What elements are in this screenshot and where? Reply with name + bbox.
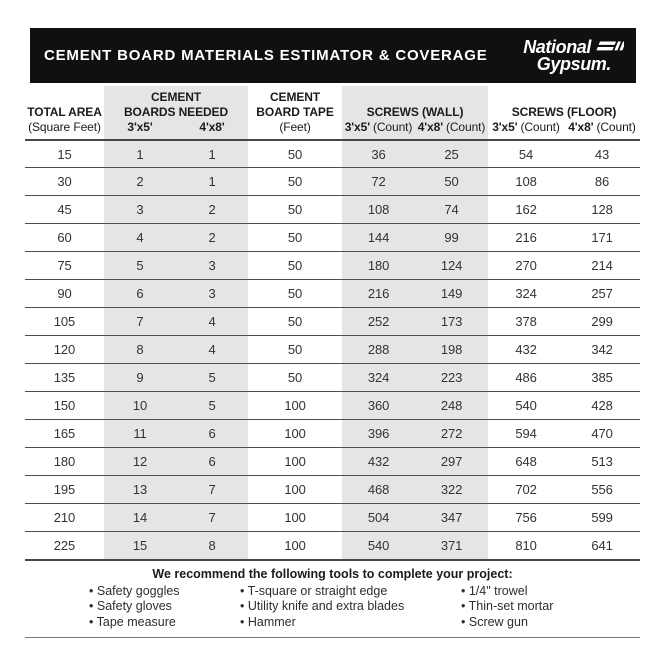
table-cell: 50 xyxy=(248,168,342,196)
table-cell: 3 xyxy=(176,280,248,308)
estimator-table-wrap xyxy=(25,86,640,561)
table-cell: 9 xyxy=(104,364,176,392)
brand-name-gypsum: Gypsum. xyxy=(536,53,611,74)
table-row xyxy=(25,224,640,252)
table-cell: 72 xyxy=(342,168,415,196)
tool-item: • Utility knife and extra blades xyxy=(240,599,461,615)
table-cell: 810 xyxy=(488,532,564,560)
table-cell: 100 xyxy=(248,448,342,476)
table-cell: 50 xyxy=(415,168,488,196)
table-row xyxy=(25,420,640,448)
table-cell: 60 xyxy=(25,224,104,252)
table-cell: 128 xyxy=(564,196,640,224)
table-cell: 299 xyxy=(564,308,640,336)
table-cell: 11 xyxy=(104,420,176,448)
table-cell: 50 xyxy=(248,252,342,280)
table-row xyxy=(25,168,640,196)
national-gypsum-logo xyxy=(523,36,624,74)
col-header-total-area: TOTAL AREA xyxy=(27,104,102,119)
subcol-boards-3x5: 3'x5' xyxy=(127,120,153,135)
table-cell: 8 xyxy=(176,532,248,560)
table-cell: 288 xyxy=(342,336,415,364)
tools-column-cutting xyxy=(240,584,461,631)
table-cell: 556 xyxy=(564,476,640,504)
tool-item: • 1/4" trowel xyxy=(461,584,640,600)
table-row xyxy=(25,448,640,476)
table-cell: 270 xyxy=(488,252,564,280)
table-cell: 756 xyxy=(488,504,564,532)
table-cell: 5 xyxy=(176,392,248,420)
table-cell: 149 xyxy=(415,280,488,308)
tools-columns xyxy=(25,584,640,631)
tool-item: • Safety goggles xyxy=(89,584,240,600)
table-cell: 648 xyxy=(488,448,564,476)
table-row xyxy=(25,252,640,280)
table-cell: 378 xyxy=(488,308,564,336)
table-cell: 13 xyxy=(104,476,176,504)
tool-item: • T-square or straight edge xyxy=(240,584,461,600)
table-cell: 150 xyxy=(25,392,104,420)
table-cell: 120 xyxy=(25,336,104,364)
table-cell: 50 xyxy=(248,308,342,336)
tools-column-setting xyxy=(461,584,640,631)
table-header xyxy=(25,86,640,140)
table-cell: 599 xyxy=(564,504,640,532)
table-cell: 2 xyxy=(104,168,176,196)
table-cell: 12 xyxy=(104,448,176,476)
tools-footer xyxy=(25,561,640,639)
estimator-table xyxy=(25,86,640,561)
table-cell: 15 xyxy=(104,532,176,560)
table-cell: 214 xyxy=(564,252,640,280)
table-cell: 252 xyxy=(342,308,415,336)
table-cell: 7 xyxy=(104,308,176,336)
table-cell: 428 xyxy=(564,392,640,420)
col-header-screws-floor: SCREWS (FLOOR) xyxy=(511,104,617,119)
table-row xyxy=(25,504,640,532)
brand-name-national: National xyxy=(523,36,591,57)
table-cell: 90 xyxy=(25,280,104,308)
table-cell: 50 xyxy=(248,336,342,364)
table-cell: 347 xyxy=(415,504,488,532)
tool-item: • Thin-set mortar xyxy=(461,599,640,615)
header-group-row xyxy=(25,86,640,120)
tool-item: • Tape measure xyxy=(89,615,240,631)
table-cell: 10 xyxy=(104,392,176,420)
table-row xyxy=(25,476,640,504)
table-cell: 108 xyxy=(342,196,415,224)
table-cell: 50 xyxy=(248,364,342,392)
table-cell: 385 xyxy=(564,364,640,392)
table-cell: 105 xyxy=(25,308,104,336)
table-row xyxy=(25,308,640,336)
table-cell: 468 xyxy=(342,476,415,504)
table-cell: 14 xyxy=(104,504,176,532)
table-cell: 6 xyxy=(176,448,248,476)
table-cell: 50 xyxy=(248,224,342,252)
table-cell: 198 xyxy=(415,336,488,364)
table-cell: 50 xyxy=(248,280,342,308)
table-cell: 396 xyxy=(342,420,415,448)
table-cell: 50 xyxy=(248,196,342,224)
table-cell: 272 xyxy=(415,420,488,448)
table-cell: 4 xyxy=(176,336,248,364)
table-cell: 1 xyxy=(176,140,248,168)
table-cell: 513 xyxy=(564,448,640,476)
table-cell: 3 xyxy=(176,252,248,280)
table-cell: 144 xyxy=(342,224,415,252)
subcol-boards-4x8: 4'x8' xyxy=(199,120,225,135)
table-cell: 2 xyxy=(176,224,248,252)
table-cell: 195 xyxy=(25,476,104,504)
table-cell: 100 xyxy=(248,476,342,504)
table-cell: 100 xyxy=(248,532,342,560)
subcol-tape-feet: (Feet) xyxy=(279,120,311,135)
page-title: CEMENT BOARD MATERIALS ESTIMATOR & COVERAGE xyxy=(44,47,488,64)
table-cell: 173 xyxy=(415,308,488,336)
col-header-boards-needed: CEMENT BOARDS NEEDED xyxy=(123,90,229,119)
table-cell: 86 xyxy=(564,168,640,196)
table-cell: 360 xyxy=(342,392,415,420)
table-cell: 342 xyxy=(564,336,640,364)
estimator-table-body xyxy=(25,140,640,560)
table-cell: 540 xyxy=(342,532,415,560)
table-cell: 1 xyxy=(104,140,176,168)
table-cell: 100 xyxy=(248,420,342,448)
table-cell: 248 xyxy=(415,392,488,420)
table-cell: 108 xyxy=(488,168,564,196)
table-cell: 124 xyxy=(415,252,488,280)
table-cell: 25 xyxy=(415,140,488,168)
table-cell: 223 xyxy=(415,364,488,392)
table-row xyxy=(25,336,640,364)
tool-item: • Screw gun xyxy=(461,615,640,631)
table-cell: 371 xyxy=(415,532,488,560)
table-cell: 162 xyxy=(488,196,564,224)
table-cell: 7 xyxy=(176,476,248,504)
table-cell: 6 xyxy=(176,420,248,448)
table-cell: 225 xyxy=(25,532,104,560)
col-header-board-tape: CEMENT BOARD TAPE xyxy=(256,90,334,119)
table-cell: 3 xyxy=(104,196,176,224)
subcol-floor-3x5: 3'x5' (Count) xyxy=(492,120,560,135)
table-cell: 4 xyxy=(176,308,248,336)
table-cell: 75 xyxy=(25,252,104,280)
header-sub-row xyxy=(25,120,640,140)
tool-item: • Hammer xyxy=(240,615,461,631)
table-cell: 43 xyxy=(564,140,640,168)
table-cell: 100 xyxy=(248,392,342,420)
tools-column-safety xyxy=(89,584,240,631)
table-cell: 15 xyxy=(25,140,104,168)
table-cell: 4 xyxy=(104,224,176,252)
table-cell: 165 xyxy=(25,420,104,448)
table-cell: 6 xyxy=(104,280,176,308)
table-cell: 8 xyxy=(104,336,176,364)
table-cell: 432 xyxy=(488,336,564,364)
tool-item: • Safety gloves xyxy=(89,599,240,615)
table-cell: 324 xyxy=(342,364,415,392)
col-header-screws-wall: SCREWS (WALL) xyxy=(366,104,464,119)
table-cell: 45 xyxy=(25,196,104,224)
table-cell: 1 xyxy=(176,168,248,196)
subcol-wall-3x5: 3'x5' (Count) xyxy=(344,120,413,135)
table-cell: 216 xyxy=(488,224,564,252)
table-row xyxy=(25,196,640,224)
table-cell: 171 xyxy=(564,224,640,252)
table-cell: 322 xyxy=(415,476,488,504)
table-row xyxy=(25,140,640,168)
table-cell: 216 xyxy=(342,280,415,308)
table-cell: 257 xyxy=(564,280,640,308)
table-row xyxy=(25,532,640,560)
table-cell: 30 xyxy=(25,168,104,196)
table-cell: 470 xyxy=(564,420,640,448)
table-cell: 432 xyxy=(342,448,415,476)
table-cell: 210 xyxy=(25,504,104,532)
subcol-square-feet: (Square Feet) xyxy=(28,120,101,135)
table-cell: 180 xyxy=(25,448,104,476)
subcol-floor-4x8: 4'x8' (Count) xyxy=(568,120,636,135)
table-cell: 594 xyxy=(488,420,564,448)
table-cell: 2 xyxy=(176,196,248,224)
table-cell: 54 xyxy=(488,140,564,168)
table-cell: 50 xyxy=(248,140,342,168)
table-cell: 36 xyxy=(342,140,415,168)
table-cell: 641 xyxy=(564,532,640,560)
table-cell: 99 xyxy=(415,224,488,252)
table-row xyxy=(25,280,640,308)
tools-heading: We recommend the following tools to complete your project: xyxy=(152,566,513,581)
table-cell: 5 xyxy=(104,252,176,280)
table-cell: 486 xyxy=(488,364,564,392)
table-cell: 540 xyxy=(488,392,564,420)
table-row xyxy=(25,364,640,392)
table-cell: 7 xyxy=(176,504,248,532)
table-cell: 100 xyxy=(248,504,342,532)
table-cell: 702 xyxy=(488,476,564,504)
table-cell: 504 xyxy=(342,504,415,532)
title-banner xyxy=(30,28,636,83)
table-row xyxy=(25,392,640,420)
table-cell: 135 xyxy=(25,364,104,392)
table-cell: 74 xyxy=(415,196,488,224)
table-cell: 5 xyxy=(176,364,248,392)
table-cell: 297 xyxy=(415,448,488,476)
subcol-wall-4x8: 4'x8' (Count) xyxy=(417,120,486,135)
table-cell: 180 xyxy=(342,252,415,280)
table-cell: 324 xyxy=(488,280,564,308)
